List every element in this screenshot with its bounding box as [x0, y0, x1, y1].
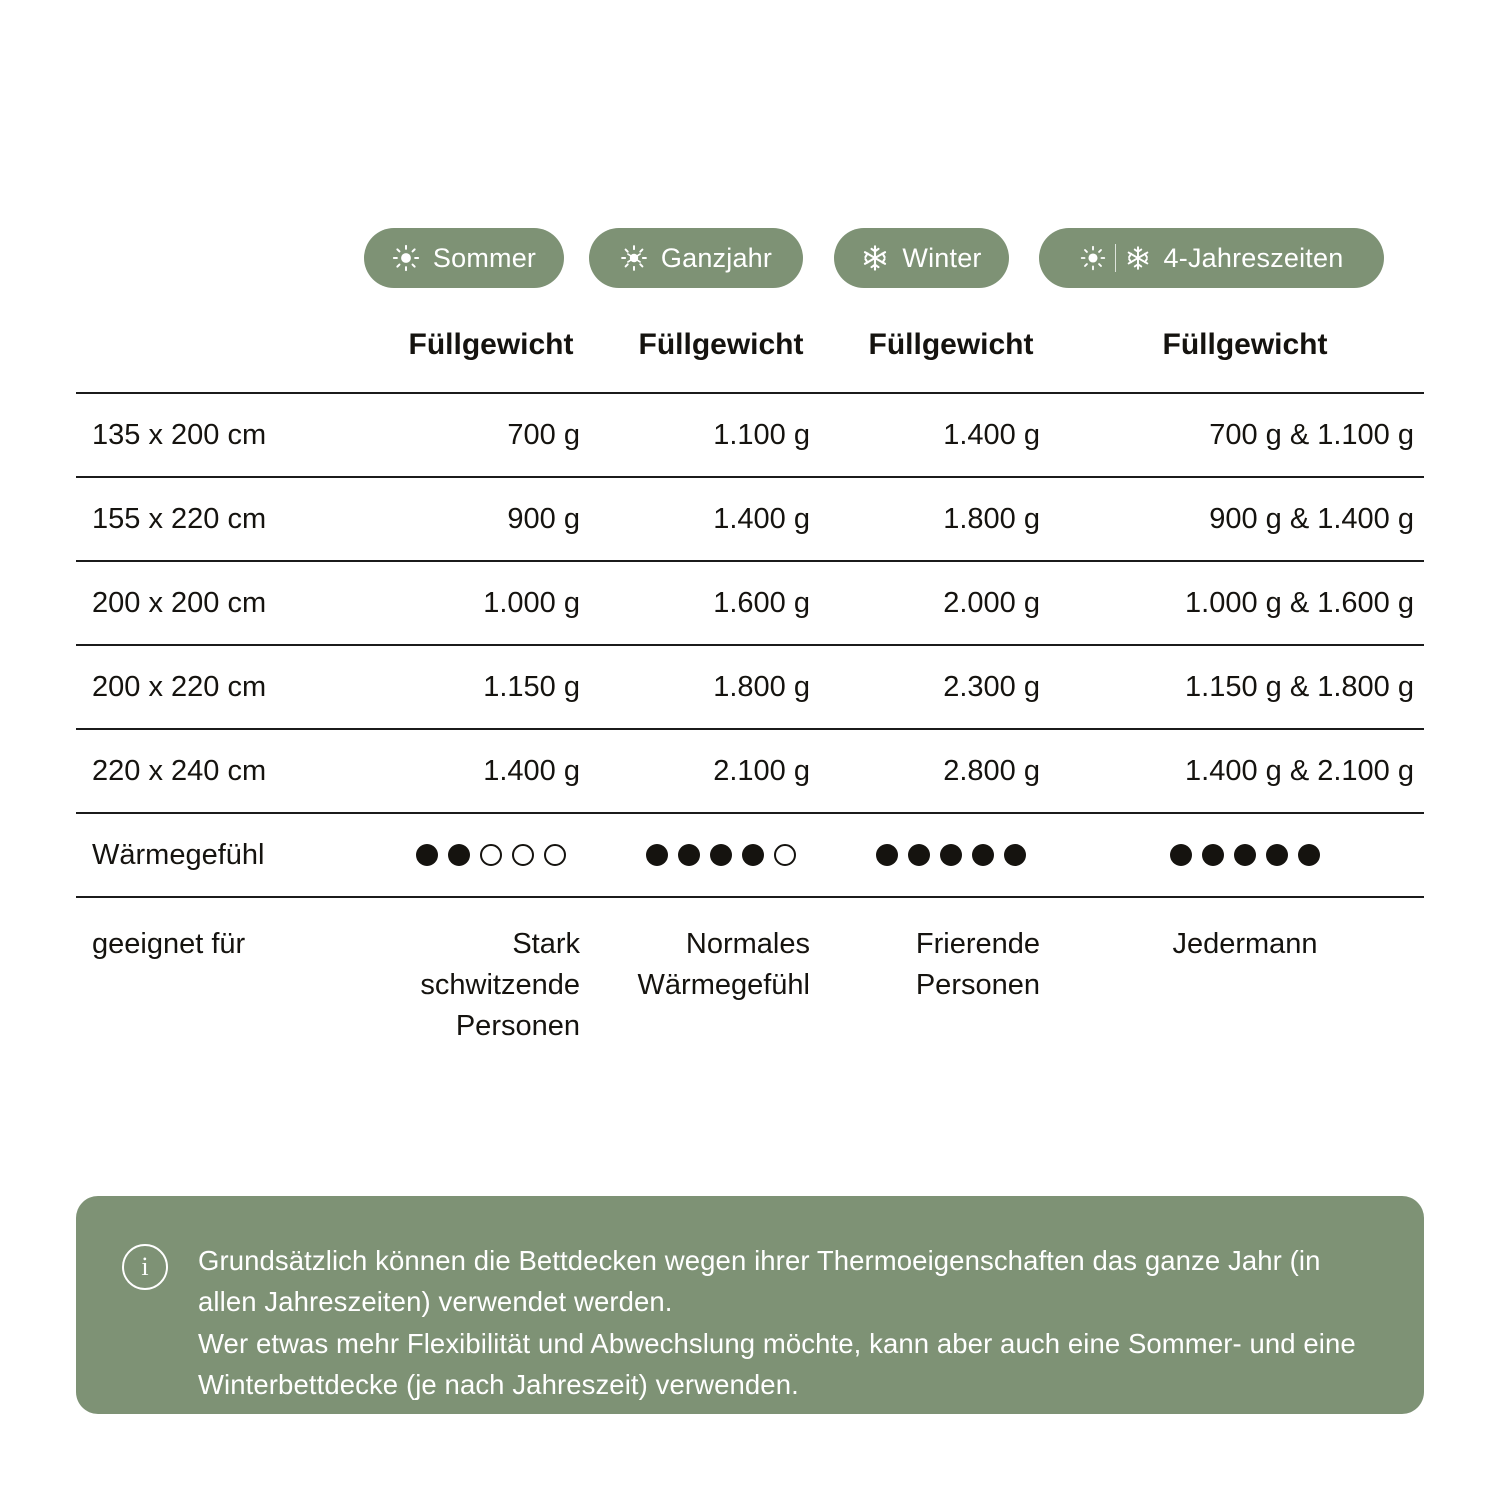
warmth-dot-filled [940, 844, 962, 866]
row-size-label: 200 x 220 cm [92, 670, 267, 703]
info-note-text [198, 1240, 1376, 1414]
icon-divider [1115, 244, 1116, 272]
row-size-label: 135 x 200 cm [92, 418, 267, 451]
cell-4-jahreszeiten: 700 g & 1.100 g [1209, 418, 1414, 451]
season-pill-4-jahreszeiten[interactable] [1039, 228, 1384, 288]
warmth-dot-filled [646, 844, 668, 866]
table-header-row [76, 320, 1424, 393]
warmth-dot-filled [972, 844, 994, 866]
warmth-dot-filled [1202, 844, 1224, 866]
table-row [76, 729, 1424, 813]
suitability-row [76, 897, 1424, 1074]
cell-winter: 2.000 g [943, 586, 1040, 619]
warmth-rating-winter [836, 813, 1066, 897]
cell-ganzjahr: 1.100 g [713, 418, 810, 451]
cell-winter: 1.800 g [943, 502, 1040, 535]
table-row [76, 393, 1424, 477]
warmth-dot-empty [544, 844, 566, 866]
warmth-label: Wärmegefühl [92, 838, 265, 871]
cell-sommer: 1.150 g [483, 670, 580, 703]
season-pill-winter[interactable] [834, 228, 1009, 288]
cell-4-jahreszeiten: 1.400 g & 2.100 g [1185, 754, 1414, 787]
cell-winter: 2.800 g [943, 754, 1040, 787]
cell-4-jahreszeiten: 900 g & 1.400 g [1209, 502, 1414, 535]
cell-sommer: 900 g [507, 502, 580, 535]
header-fuellgewicht-sommer: Füllgewicht [408, 328, 574, 361]
warmth-dot-filled [908, 844, 930, 866]
warmth-dot-filled [416, 844, 438, 866]
info-icon: i [122, 1244, 168, 1290]
header-empty [76, 320, 376, 393]
warmth-rating-ganzjahr [606, 813, 836, 897]
suitability-winter: Frierende Personen [915, 928, 1040, 1002]
header-fuellgewicht-ganzjahr: Füllgewicht [638, 328, 804, 361]
warmth-dot-empty [774, 844, 796, 866]
season-pill-label: Sommer [432, 242, 537, 273]
warmth-dot-empty [512, 844, 534, 866]
suitability-sommer: Stark schwitzende Personen [420, 928, 580, 1043]
season-pill-row [76, 228, 1396, 290]
row-size-label: 220 x 240 cm [92, 754, 267, 787]
table-row [76, 645, 1424, 729]
season-pill-ganzjahr[interactable] [589, 228, 803, 288]
snowflake-icon [861, 244, 889, 272]
cell-sommer: 1.400 g [483, 754, 580, 787]
cell-ganzjahr: 2.100 g [713, 754, 810, 787]
warmth-dot-filled [1170, 844, 1192, 866]
warmth-dot-empty [480, 844, 502, 866]
row-size-label: 155 x 220 cm [92, 502, 267, 535]
info-note [76, 1196, 1424, 1414]
season-pill-sommer[interactable] [364, 228, 564, 288]
warmth-dot-filled [1266, 844, 1288, 866]
cell-ganzjahr: 1.600 g [713, 586, 810, 619]
header-fuellgewicht-winter: Füllgewicht [868, 328, 1034, 361]
warmth-dot-filled [1298, 844, 1320, 866]
cell-winter: 2.300 g [943, 670, 1040, 703]
cell-sommer: 1.000 g [483, 586, 580, 619]
sun-icon [1080, 245, 1106, 271]
info-note-paragraph: Wer etwas mehr Flexibilität und Abwechslung möchte, kann aber auch eine Sommer- und eine Winterbettdecke (je nach Jahreszeit) verwenden. [198, 1327, 1356, 1400]
cell-ganzjahr: 1.800 g [713, 670, 810, 703]
season-pill-label: 4-Jahreszeiten [1163, 242, 1344, 273]
sun-icon [392, 244, 420, 272]
warmth-dot-filled [448, 844, 470, 866]
suitability-4-jahreszeiten: Jedermann [1172, 928, 1318, 960]
row-size-label: 200 x 200 cm [92, 586, 267, 619]
warmth-dot-filled [710, 844, 732, 866]
warmth-rating-sommer [376, 813, 606, 897]
cell-ganzjahr: 1.400 g [713, 502, 810, 535]
warmth-dot-filled [1004, 844, 1026, 866]
warmth-rating-4-jahreszeiten [1066, 813, 1424, 897]
season-pill-label: Winter [902, 242, 982, 273]
info-note-paragraph: Grundsätzlich können die Bettdecken wegen ihrer Thermoeigenschaften das ganze Jahr (in allen Jahreszeiten) verwendet werden. [198, 1245, 1321, 1318]
warmth-dot-filled [876, 844, 898, 866]
season-pill-label: Ganzjahr [660, 242, 773, 273]
fill-weight-table [76, 320, 1424, 1074]
warmth-dot-filled [1234, 844, 1256, 866]
warmth-dot-filled [742, 844, 764, 866]
sun-snowflake-icon [620, 244, 648, 272]
suitability-ganzjahr: Normales Wärmegefühl [637, 928, 810, 1002]
header-fuellgewicht-4-jahreszeiten: Füllgewicht [1162, 328, 1328, 361]
table-row [76, 477, 1424, 561]
cell-4-jahreszeiten: 1.150 g & 1.800 g [1185, 670, 1414, 703]
warmth-dot-filled [678, 844, 700, 866]
cell-winter: 1.400 g [943, 418, 1040, 451]
snowflake-icon [1125, 245, 1151, 271]
suitability-label: geeignet für [92, 928, 246, 960]
table-row [76, 561, 1424, 645]
cell-4-jahreszeiten: 1.000 g & 1.600 g [1185, 586, 1414, 619]
warmth-row [76, 813, 1424, 897]
cell-sommer: 700 g [507, 418, 580, 451]
